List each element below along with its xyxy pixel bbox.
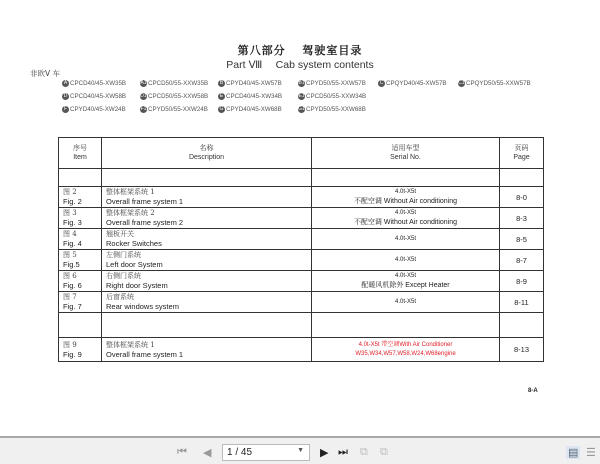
dropdown-arrow-icon: ▼ (297, 447, 304, 454)
page-indicator: 1 / 45 (227, 447, 253, 458)
table-row (59, 208, 544, 229)
item-cn: 图 2 (63, 188, 77, 196)
circled-mark-icon: F1 (140, 106, 147, 112)
page-number: 8-7 (500, 250, 544, 271)
description-en: Overall frame system 2 (106, 218, 184, 227)
table-header (59, 138, 544, 169)
description-en: Rear windows system (106, 302, 179, 311)
circled-mark-icon: D1 (140, 93, 147, 99)
title-english: Part Ⅷ Cab system contents (226, 59, 374, 71)
description-en: Left door System (106, 260, 163, 269)
description-cn: 整体框架系统 2 (106, 209, 155, 217)
model-code-text: CPCD50/55-XXW35B (148, 80, 209, 88)
model-code-text: CPYD50/55-XXW68B (306, 106, 366, 114)
header-en: Description (188, 154, 224, 161)
title-chinese: 第八部分 驾驶室目录 (237, 44, 363, 57)
model-code-text: CPYD40/45-XW68B (226, 106, 282, 114)
model-code (218, 106, 282, 113)
model-code-text: CPCD40/45-XW34B (226, 93, 283, 101)
circled-mark-icon: A1 (140, 80, 147, 86)
continuous-view-icon[interactable]: ☰ (586, 447, 596, 459)
blank-row (59, 169, 544, 187)
description-en: Overall frame system 1 (106, 197, 184, 206)
model-code-text: CPYD50/55-XXW57B (306, 80, 366, 88)
header-cn: 序号 (73, 145, 87, 152)
item-en: Fig. 6 (63, 281, 82, 290)
description-cn: 整体框架系统 1 (106, 188, 155, 196)
serial-note: 不配空调 Without Air conditioning (353, 219, 458, 226)
description-en: Rocker Switches (106, 239, 162, 248)
section-label: 非欧Ⅴ 车 (30, 69, 61, 78)
item-en: Fig. 7 (63, 302, 82, 311)
model-code-text: CPYD50/55-XXW24B (148, 106, 208, 114)
item-en: Fig. 3 (63, 218, 82, 227)
item-en: Fig. 9 (63, 349, 82, 359)
single-page-view-icon[interactable]: ▤ (568, 447, 579, 459)
serial-range: 4.0t-X5t (394, 298, 416, 305)
model-code (140, 106, 208, 113)
page-selector[interactable] (222, 444, 310, 461)
model-code (218, 80, 282, 87)
page-number: 8-13 (500, 338, 544, 362)
model-code-text: CPQYD40/45-XW57B (386, 80, 447, 88)
model-code (458, 80, 531, 87)
header-en: Item (73, 154, 87, 161)
description-cn: 右侧门系统 (106, 272, 141, 280)
header-cn: 页码 (514, 145, 529, 152)
circled-mark-icon: A (63, 80, 68, 86)
page-number: 8-11 (500, 292, 544, 313)
item-cn: 图 9 (63, 340, 77, 349)
item-cn: 图 6 (63, 272, 77, 280)
circled-mark-icon: B (219, 80, 224, 86)
model-code (298, 80, 366, 87)
serial-range: 4.0t-X5t (394, 256, 416, 263)
serial-range: 4.0t-X5t (394, 235, 416, 242)
circled-mark-icon: B1 (298, 80, 305, 86)
circled-mark-icon: E1 (298, 93, 305, 99)
item-en: Fig. 4 (63, 239, 82, 248)
next-page-button[interactable]: ▶ (320, 447, 329, 459)
description-cn: 整体框架系统 1 (106, 340, 155, 349)
model-code-text: CPCD50/55-XXW58B (148, 93, 209, 101)
item-en: Fig. 2 (63, 197, 82, 206)
model-code-text: CPCD40/45-XW35B (70, 80, 127, 88)
page-label: 8-A (528, 388, 538, 394)
description-cn: 后窗系统 (106, 293, 134, 301)
copy-page-icon[interactable]: ⧉ (380, 446, 388, 458)
serial-note: W35,W34,W57,W58,W24,W68engine (355, 350, 456, 357)
item-cn: 图 7 (63, 293, 77, 301)
model-code (62, 106, 126, 113)
header-cn: 名称 (199, 145, 214, 152)
circled-mark-icon: G (219, 106, 224, 112)
table-row (59, 338, 544, 362)
model-code-text: CPQYD50/55-XXW57B (466, 80, 531, 88)
blank-row (59, 313, 544, 338)
page-number: 8-9 (500, 271, 544, 292)
model-code (218, 93, 282, 100)
last-page-button[interactable]: ⏭ (338, 446, 348, 458)
circled-mark-icon: F (63, 106, 68, 112)
contents-table (58, 137, 544, 362)
model-code (298, 93, 366, 100)
serial-note: 不配空调 Without Air conditioning (353, 198, 458, 205)
table-row (59, 250, 544, 271)
table-row (59, 187, 544, 208)
model-code-text: CPCD50/55-XXW34B (306, 93, 367, 101)
description-en: Right door System (106, 281, 168, 290)
circled-mark-icon: C (379, 80, 384, 86)
circled-mark-icon: D (63, 93, 68, 99)
viewer-toolbar (0, 436, 600, 464)
model-code-text: CPYD40/45-XW24B (70, 106, 126, 114)
page-number: 8-5 (500, 229, 544, 250)
model-code (140, 80, 208, 87)
description-cn: 翘板开关 (106, 230, 134, 238)
table-row (59, 229, 544, 250)
circled-mark-icon: G1 (298, 106, 305, 112)
first-page-button[interactable]: ⏮ (177, 446, 187, 458)
model-code (378, 80, 447, 87)
serial-range: 4.0t-X5t 带空调With Air Conditioner (358, 341, 453, 348)
header-en: Serial No. (390, 154, 421, 161)
previous-page-button[interactable]: ◀ (203, 447, 212, 459)
description-en: Overall frame system 1 (106, 349, 184, 359)
page-number: 8-3 (500, 208, 544, 229)
circled-mark-icon: E (219, 93, 224, 99)
model-code (298, 106, 366, 113)
table-row (59, 292, 544, 313)
item-cn: 图 3 (63, 209, 77, 217)
header-en: Page (513, 154, 530, 161)
item-cn: 图 4 (63, 230, 77, 238)
serial-range: 4.0t-X5t (394, 210, 416, 216)
model-code-text: CPCD40/45-XW58B (70, 93, 127, 101)
serial-note: 配暖风机除外 Except Heater (361, 282, 450, 289)
item-cn: 图 5 (63, 251, 77, 259)
page-number: 8-0 (500, 187, 544, 208)
header-cn: 适用车型 (391, 145, 420, 152)
copy-icon[interactable]: ⧉ (360, 446, 368, 458)
model-code (140, 93, 208, 100)
model-code-text: CPYD40/45-XW57B (226, 80, 282, 88)
model-code (62, 80, 126, 87)
table-row (59, 271, 544, 292)
serial-range: 4.0t-X5t (394, 189, 416, 195)
description-cn: 左侧门系统 (106, 251, 141, 259)
item-en: Fig.5 (63, 260, 80, 269)
circled-mark-icon: C1 (458, 80, 465, 86)
model-code (62, 93, 126, 100)
serial-range: 4.0t-X5t (394, 273, 416, 279)
